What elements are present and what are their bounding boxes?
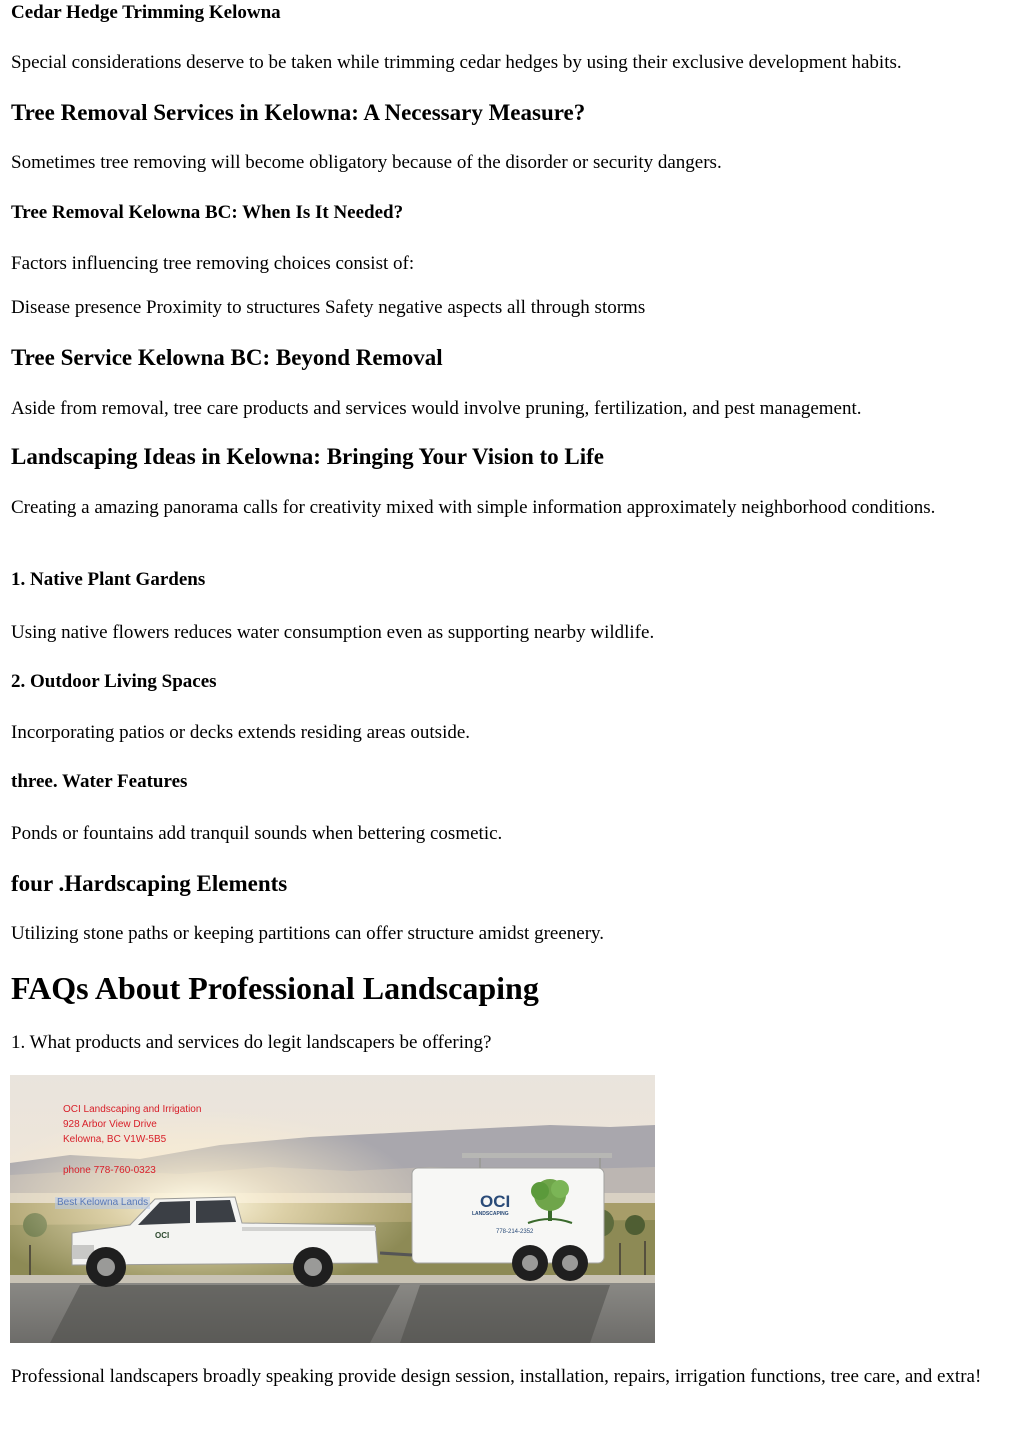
heading-cedar-hedge-trimming: Cedar Hedge Trimming Kelowna: [11, 2, 281, 23]
paragraph-native-flowers: Using native flowers reduces water consumption even as supporting nearby wildlife.: [11, 622, 655, 643]
paragraph-faq-answer-1: Professional landscapers broadly speaking provide design session, installation, repairs, irrigation functions, tree care, and extra!: [11, 1366, 982, 1387]
truck-door-text: OCI: [155, 1231, 170, 1240]
paragraph-tree-removal-obligatory: Sometimes tree removing will become obligatory because of the disorder or security dangers.: [11, 152, 722, 173]
photo-caption-line: OCI Landscaping and Irrigation: [63, 1104, 202, 1115]
paragraph-factor-list: Disease presence Proximity to structures Safety negative aspects all through storms: [11, 297, 646, 318]
paragraph-amazing-panorama: Creating a amazing panorama calls for creativity mixed with simple information approximately neighborhood conditions.: [11, 497, 936, 518]
paragraph-ponds-fountains: Ponds or fountains add tranquil sounds when bettering cosmetic.: [11, 823, 503, 844]
heading-outdoor-living-spaces: 2. Outdoor Living Spaces: [11, 671, 217, 692]
paragraph-stone-paths: Utilizing stone paths or keeping partitions can offer structure amidst greenery.: [11, 923, 605, 944]
paragraph-cedar-hedges: Special considerations deserve to be taken while trimming cedar hedges by using their exclusive development habits.: [11, 52, 902, 73]
heading-tree-removal-when-needed: Tree Removal Kelowna BC: When Is It Needed?: [11, 202, 404, 223]
cargo-trailer: [380, 1153, 612, 1281]
paragraph-faq-question-1: 1. What products and services do legit landscapers be offering?: [11, 1032, 492, 1053]
heading-native-plant-gardens: 1. Native Plant Gardens: [11, 569, 206, 590]
trailer-logo-subtext: LANDSCAPING: [472, 1211, 509, 1217]
photo-caption-line: Kelowna, BC V1W-5B5: [63, 1134, 167, 1145]
paragraph-patios-decks: Incorporating patios or decks extends residing areas outside.: [11, 722, 471, 743]
heading-tree-removal-services: Tree Removal Services in Kelowna: A Necessary Measure?: [11, 100, 586, 125]
heading-tree-service-beyond-removal: Tree Service Kelowna BC: Beyond Removal: [11, 345, 443, 370]
heading-hardscaping-elements: four .Hardscaping Elements: [11, 871, 288, 896]
heading-faqs: FAQs About Professional Landscaping: [11, 970, 539, 1006]
photo-link[interactable]: Best Kelowna Lands: [57, 1197, 149, 1208]
trailer-phone: 778-214-2352: [496, 1229, 534, 1235]
truck-trailer-photo: [10, 1075, 655, 1343]
photo-caption-line: phone 778-760-0323: [63, 1165, 156, 1176]
photo-caption-line: 928 Arbor View Drive: [63, 1119, 157, 1130]
trailer-logo-text: OCI: [480, 1192, 511, 1211]
heading-landscaping-ideas: Landscaping Ideas in Kelowna: Bringing Your Vision to Life: [11, 444, 605, 469]
paragraph-factors: Factors influencing tree removing choices consist of:: [11, 253, 415, 274]
heading-water-features: three. Water Features: [11, 771, 188, 792]
paragraph-tree-care: Aside from removal, tree care products and services would involve pruning, fertilization, and pest management.: [11, 398, 862, 419]
